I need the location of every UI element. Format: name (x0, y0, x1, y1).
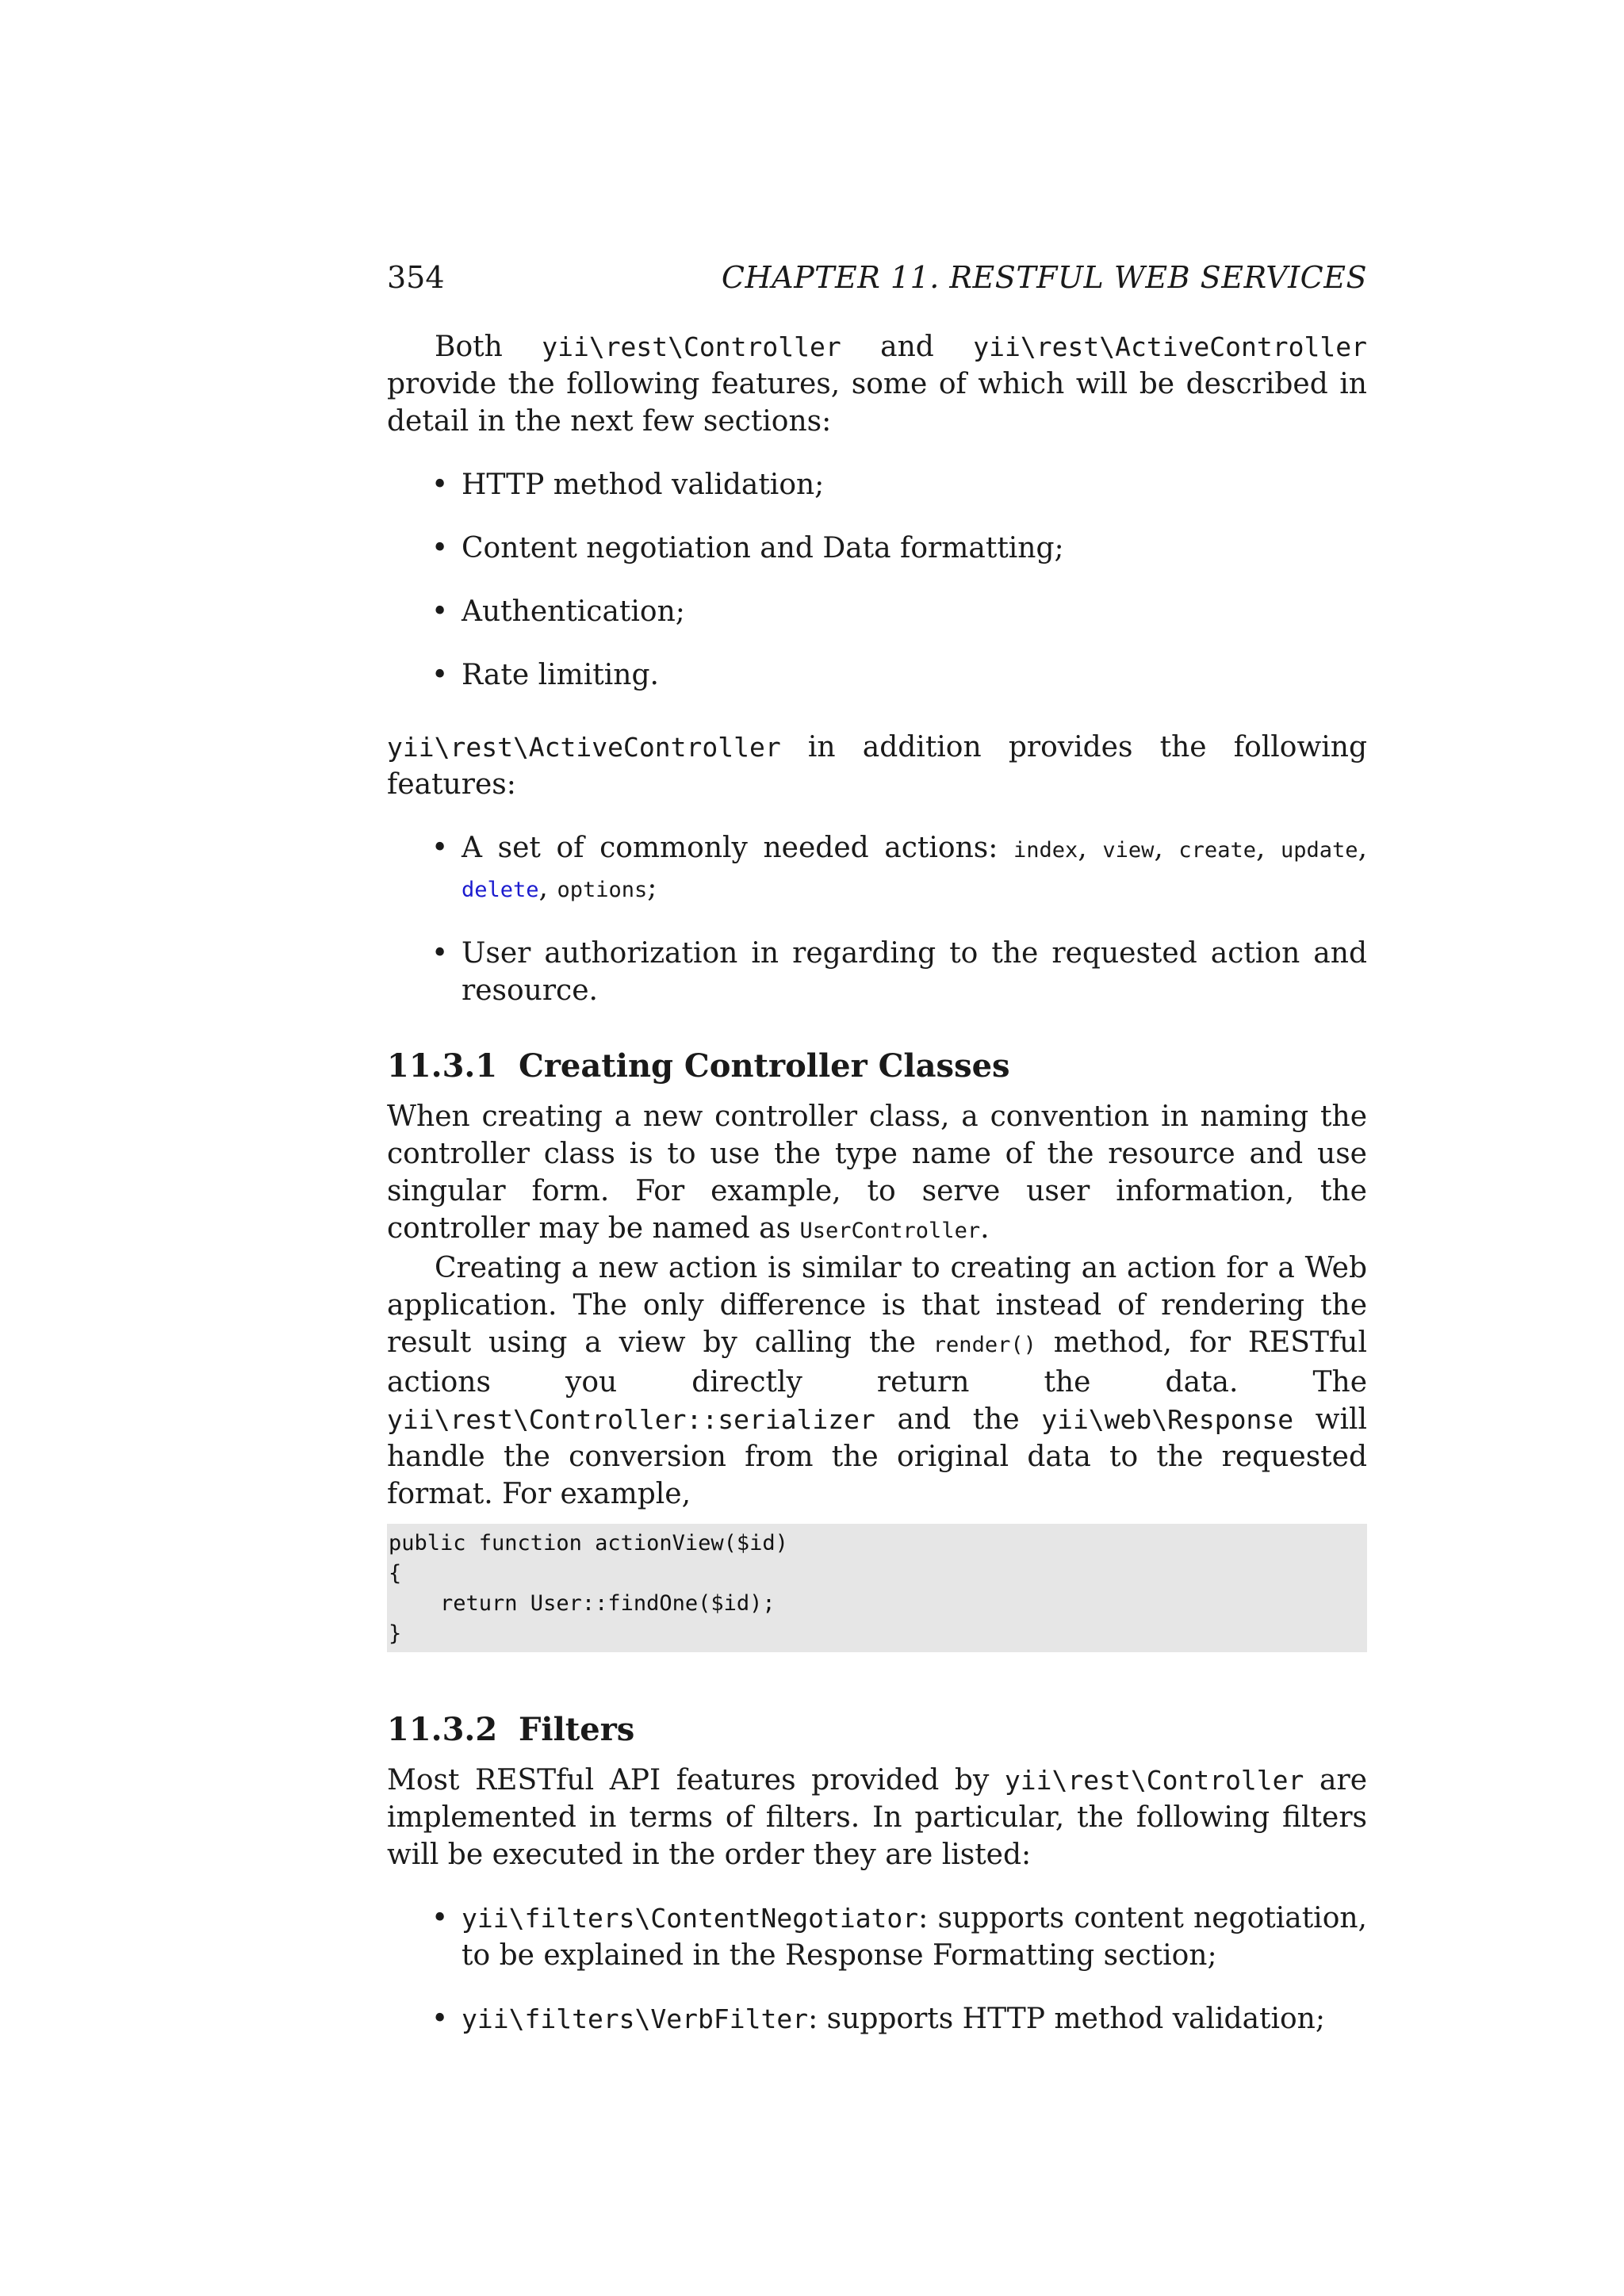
code-action-update: update (1281, 838, 1358, 863)
code-action-view: view (1102, 838, 1155, 863)
bullet-icon: • (431, 469, 449, 501)
code-rest-controller: yii\rest\Controller (542, 331, 841, 362)
list-item: • User authorization in regarding to the requested action and resource. (431, 935, 1367, 1009)
bullet-icon: • (431, 659, 449, 691)
filter-list (387, 1900, 1367, 2038)
feature-list (387, 466, 1367, 694)
bullet-icon: • (431, 832, 449, 864)
list-item: • yii\filters\VerbFilter: supports HTTP method validation; (431, 2000, 1367, 2038)
code-block: public function actionView($id) { return User::findOne($id); } (387, 1524, 1367, 1652)
bullet-icon: • (431, 532, 449, 564)
code-rest-controller: yii\rest\Controller (1004, 1765, 1304, 1796)
bullet-icon: • (431, 1902, 449, 1934)
naming-paragraph: When creating a new controller class, a convention in naming the controller class is to use the type name of the resource and use singular form. For example, to serve user information, the controller may be named as UserController. (387, 1100, 1367, 1245)
code-active-controller: yii\rest\ActiveController (973, 331, 1367, 362)
code-action-index: index (1013, 838, 1078, 863)
code-active-controller: yii\rest\ActiveController (387, 732, 781, 763)
chapter-title: CHAPTER 11. RESTFUL WEB SERVICES (721, 260, 1367, 295)
code-content-negotiator: yii\filters\ContentNegotiator (462, 1903, 919, 1934)
bullet-icon: • (431, 595, 449, 628)
code-action-create: create (1178, 838, 1256, 863)
action-paragraph: Creating a new action is similar to creating an action for a Web application. The only difference is that instead of rendering the result using a view by calling the render() method, for RESTful actions you directly return the data. The yii\rest\Controller::serializer and the yii\web\Response will handle the conversion from the original data to the requested format. For example, (387, 1252, 1367, 1510)
intro-paragraph: Both yii\rest\Controller and yii\rest\ActiveController provide the following features, some of which will be described in detail in the next few sections: (387, 331, 1367, 438)
active-controller-paragraph: yii\rest\ActiveController in addition provides the following features: (387, 731, 1367, 801)
list-item: • Rate limiting. (431, 656, 1367, 694)
section-heading-controller-classes: 11.3.1 Creating Controller Classes (387, 1047, 1010, 1085)
page (387, 238, 1367, 2038)
list-item: • yii\filters\ContentNegotiator: supports content negotiation, to be explained in the Response Formatting section; (431, 1900, 1367, 1974)
bullet-icon: • (431, 937, 449, 970)
filters-paragraph: Most RESTful API features provided by yii\rest\Controller are implemented in terms of filters. In particular, the following filters will be executed in the order they are listed: (387, 1764, 1368, 1871)
code-user-controller: UserController (799, 1219, 981, 1243)
code-verb-filter: yii\filters\VerbFilter (462, 2003, 809, 2034)
code-action-delete: delete (462, 878, 539, 902)
section-heading-filters: 11.3.2 Filters (387, 1711, 635, 1748)
code-action-options: options (557, 878, 648, 902)
list-item: • Content negotiation and Data formatting; (431, 530, 1367, 567)
page-number: 354 (387, 260, 445, 295)
code-render: render() (933, 1333, 1036, 1357)
list-item: • HTTP method validation; (431, 466, 1367, 503)
list-item: • Authentication; (431, 593, 1367, 630)
list-item: • A set of commonly needed actions: index, view, create, update, delete, options; (431, 829, 1367, 909)
code-serializer: yii\rest\Controller::serializer (387, 1404, 875, 1435)
running-header (387, 238, 1367, 295)
code-web-response: yii\web\Response (1041, 1404, 1294, 1435)
bullet-icon: • (431, 2003, 449, 2035)
active-feature-list (387, 829, 1367, 1009)
